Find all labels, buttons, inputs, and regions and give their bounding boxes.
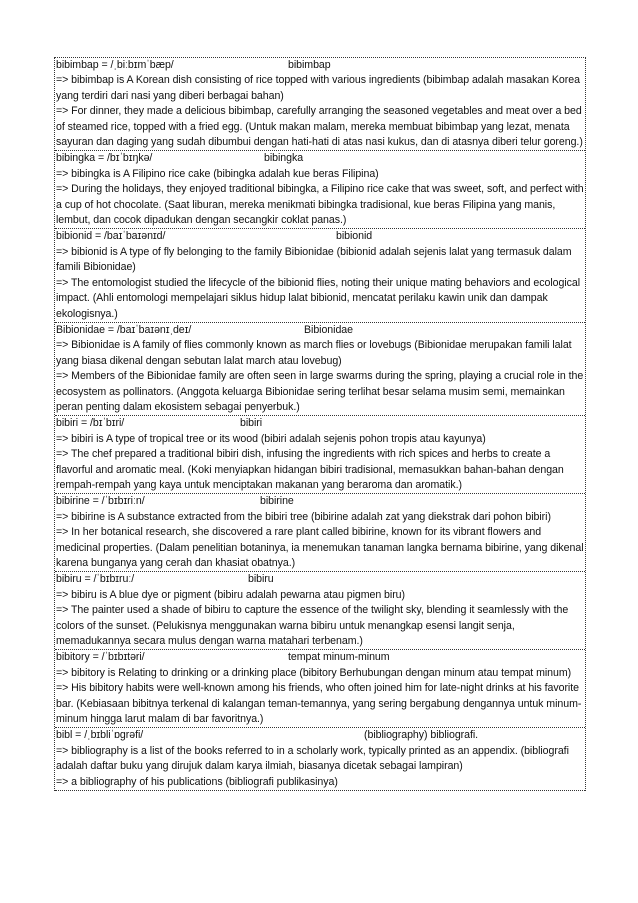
headword-pronunciation: bibiru = /ˈbɪbɪruː/ [56, 573, 135, 586]
dictionary-entry [55, 229, 585, 322]
entry-example: => The chef prepared a traditional bibiri dish, infusing the ingredients with rich spices and herbs to create a flavorful and aromatic meal. (Koki menyiapkan hidangan bibiri tradisional, memasukkan bahan-bahan dengan rempah-rempah yang kaya untuk menciptakan makanan yang beraroma dan aromatik.) [56, 448, 564, 491]
entry-definition: => bibiru is A blue dye or pigment (bibiru adalah pewarna atau pigmen biru) [56, 588, 406, 601]
headword-translation: bibimbap [288, 59, 331, 71]
entry-example: => The entomologist studied the lifecycle of the bibionid flies, noting their unique mating behaviors and ecological impact. (Ahli entomologi mempelajari siklus hidup lalat bibionid, mencatat perilaku kawin unik dan dampak ekologisnya.) [56, 276, 581, 320]
entry-definition: => bibingka is A Filipino rice cake (bibingka adalah kue beras Filipina) [56, 167, 379, 180]
headword-pronunciation: bibimbap = /ˌbiːbɪmˈbæp/ [56, 59, 174, 71]
entry-example: => His bibitory habits were well-known among his friends, who often joined him for late-night drinks at his favorite bar. (Kebiasaan bibitnya terkenal di kalangan teman-temannya, yang sering bergabung dengannya untuk minum-minum hingga larut malam di bar favoritnya.) [56, 682, 582, 726]
entry-definition: => bibliography is a list of the books referred to in a scholarly work, typically printed as an appendix. (bibliografi adalah daftar buku yang dirujuk dalam karya ilmiah, biasanya dicetak sebagai lampiran) [56, 744, 569, 773]
headword-translation: (bibliography) bibliografi. [364, 729, 479, 742]
dictionary-entry [55, 650, 585, 728]
entry-definition: => bibionid is A type of fly belonging to the family Bibionidae (bibionid adalah sejenis lalat yang termasuk dalam famili Bibionidae) [56, 245, 572, 274]
headword-translation: bibirine [260, 495, 294, 508]
headword-pronunciation: bibingka = /bɪˈbɪŋkə/ [56, 152, 153, 165]
entry-definition: => bibirine is A substance extracted from the bibiri tree (bibirine adalah zat yang diekstrak dari pohon bibiri) [56, 510, 551, 523]
entry-headword [56, 650, 585, 665]
entry-definition: => bibiri is A type of tropical tree or its wood (bibiri adalah sejenis pohon tropis atau kayunya) [56, 432, 486, 445]
dictionary-entry [55, 416, 585, 494]
dictionary-entry [55, 494, 585, 572]
entry-headword [56, 728, 585, 743]
entry-example: => During the holidays, they enjoyed traditional bibingka, a Filipino rice cake that was sweet, soft, and perfect with a cup of hot chocolate. (Saat liburan, mereka menikmati bibingka tradisional, kue beras Filipina yang manis, lembut, dan cocok dipadukan dengan secangkir coklat panas.) [56, 183, 584, 227]
entry-example: => a bibliography of his publications (bibliografi publikasinya) [56, 775, 338, 788]
headword-pronunciation: bibiri = /bɪˈbɪri/ [56, 417, 125, 430]
entry-example: => For dinner, they made a delicious bibimbap, carefully arranging the seasoned vegetables and meat over a bed of steamed rice, topped with a fried egg. (Untuk makan malam, mereka membuat bibimbap yang lezat, menata sayuran dan daging yang sudah dibumbui dengan hati-hati di atas nasi kukus, dan di atasnya diberi telur goreng.) [56, 105, 583, 149]
entry-definition: => bibimbap is A Korean dish consisting of rice topped with various ingredients (bibimbap adalah masakan Korea yang terdiri dari nasi yang diberi berbagai bahan) [56, 74, 580, 102]
entry-definition: => Bibionidae is A family of flies commonly known as march flies or lovebugs (Bibionidae merupakan famili lalat yang biasa dikenal dengan sebutan lalat march atau lovebug) [56, 339, 572, 367]
entry-example: => Members of the Bibionidae family are often seen in large swarms during the spring, playing a crucial role in the ecosystem as pollinators. (Anggota keluarga Bibionidae sering terlihat besar selama musim semi, memainkan peran penting dalam ekosistem sebagai penyerbuk.) [56, 370, 584, 413]
entry-headword [56, 572, 585, 587]
headword-translation: bibionid [336, 230, 373, 243]
dictionary-entries [54, 57, 586, 791]
headword-translation: tempat minum-minum [288, 651, 390, 664]
dictionary-entry [55, 323, 585, 416]
headword-translation: bibiru [248, 573, 274, 586]
entry-headword [56, 151, 585, 166]
entry-example: => In her botanical research, she discovered a rare plant called bibirine, known for its vibrant flowers and medicinal properties. (Dalam penelitian botaninya, ia menemukan tanaman langka bernama bibirine, yang dikenal karena bunganya yang cerah dan khasiat obatnya.) [56, 526, 584, 569]
dictionary-entry [55, 572, 585, 650]
entry-headword [56, 494, 585, 509]
dictionary-entry [55, 58, 585, 151]
entry-definition: => bibitory is Relating to drinking or a drinking place (bibitory Berhubungan dengan minum atau tempat minum) [56, 666, 572, 679]
entry-headword [56, 58, 585, 73]
headword-pronunciation: bibirine = /ˈbɪbɪriːn/ [56, 495, 145, 508]
headword-pronunciation: bibitory = /ˈbɪbɪtəri/ [56, 651, 145, 664]
headword-pronunciation: bibl = /ˌbɪbliˈɒɡrəfi/ [56, 729, 144, 742]
headword-translation: bibingka [264, 152, 304, 165]
headword-translation: Bibionidae [304, 323, 353, 336]
entry-headword [56, 229, 585, 244]
entry-example: => The painter used a shade of bibiru to capture the essence of the twilight sky, blending it seamlessly with the colors of the sunset. (Pelukisnya menggunakan warna bibiru untuk menangkap esensi langit senja, memadukannya secara mulus dengan warna matahari terbenam.) [56, 604, 569, 648]
headword-pronunciation: bibionid = /baɪˈbaɪənɪd/ [56, 230, 166, 243]
dictionary-entry [55, 151, 585, 229]
entry-headword [56, 323, 585, 338]
headword-pronunciation: Bibionidae = /baɪˈbaɪənɪˌdeɪ/ [56, 323, 192, 336]
dictionary-entry [55, 728, 585, 791]
headword-translation: bibiri [240, 417, 263, 430]
entry-headword [56, 416, 585, 431]
